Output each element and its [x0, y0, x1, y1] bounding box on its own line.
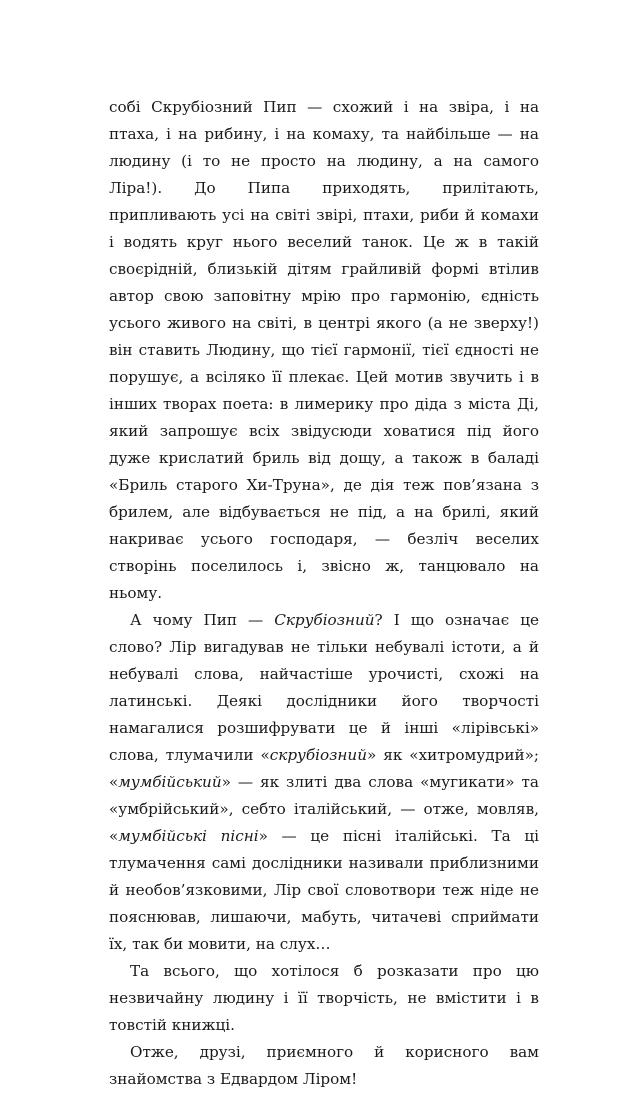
paragraph-1 [109, 94, 539, 607]
text-run: » — як злиті два слова «мугикати» та «умбрійський», себто італійський, — отже, мовляв, « [109, 773, 539, 845]
text-run: А чому Пип — [130, 611, 275, 629]
italic-term: Скрубіозний [274, 611, 375, 629]
text-run: собі Скрубіозний Пип — схожий і на звіра, і на птаха, і на рибину, і на комаху, та найбільше — на людину (і то не просто на людину, а на самого Ліра!). До Пипа приходять, прилітають, припливають усі на світі звірі, птахи, риби й комахи і водять круг нього веселий танок. Це ж в такій своєрідній, близькій дітям грайливій формі втілив автор свою заповітну мрію про гармонію, єдність усього живого на світі, в центрі якого (а не зверху!) він ставить Людину, що тієї гармонії, тієї єдності не порушує, а всіляко її плекає. Цей мотив звучить і в інших творах поета: в лимерику про діда з міста Ді, який запрошує всіх звідусюди ховатися під його дуже крислатий бриль від дощу, а також в баладі «Бриль старого Хи-Труна», де дія теж пов’язана з брилем, але відбувається не під, а на брилі, який накриває усього господаря, — безліч веселих створінь поселилось і, звісно ж, танцювало на ньому. [109, 98, 539, 602]
italic-term: мумбійські пісні [118, 827, 259, 845]
italic-term: скрубіозний [269, 746, 367, 764]
paragraph-3 [109, 958, 539, 1039]
text-run: » — це пісні італійські. Та ці тлумачення самі дослідники називали приблизними й необов’язковими, Лір свої словотвори теж ніде не пояснював, лишаючи, мабуть, читачеві сприймати їх, так би мовити, на слух… [109, 827, 539, 953]
paragraph-4 [109, 1039, 539, 1093]
body-text [109, 94, 539, 1093]
text-run: Отже, друзі, приємного й корисного вам знайомства з Едвардом Ліром! [109, 1043, 539, 1088]
paragraph-2 [109, 607, 539, 958]
italic-term: мумбійський [118, 773, 222, 791]
text-run: » як «хитромудрий»; « [109, 746, 540, 791]
text-run: Та всього, що хотілося б розказати про цю незвичайну людину і її творчість, не вмістити і в товстій книжці. [109, 962, 539, 1034]
text-run: ? І що означає це слово? Лір вигадував не тільки небувалі істоти, а й небувалі слова, найчастіше урочисті, схожі на латинські. Деякі дослідники його творчості намагалися розшифрувати це й інші «лірівські» слова, тлумачили « [109, 611, 539, 764]
